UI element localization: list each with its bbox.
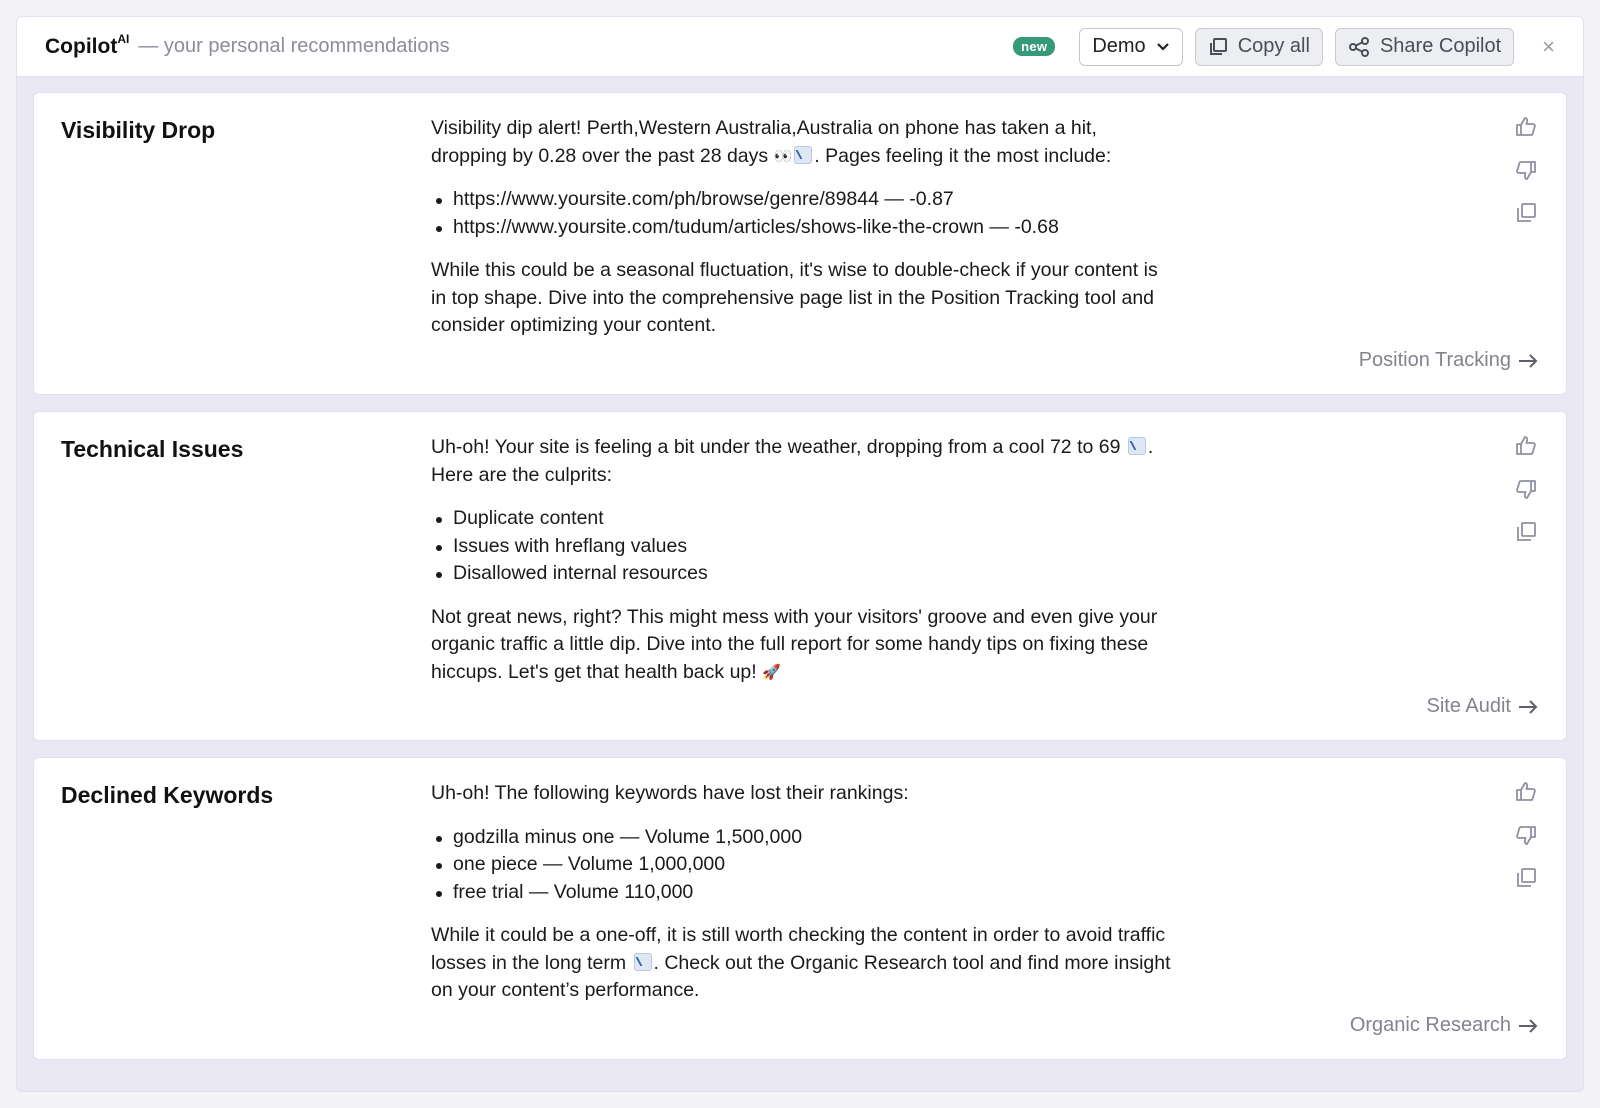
outro-text: While it could be a one-off, it is still worth checking the content in order to avoid traffic losses in the long term [431,924,1166,974]
arrow-right-icon [1518,1018,1538,1034]
list-item: godzilla minus one — Volume 1,500,000 [431,824,1171,852]
chart-decreasing-icon [634,953,652,971]
link-label: Organic Research [1349,1014,1511,1036]
intro-text: Uh-oh! Your site is feeling a bit under the weather, dropping from a cool 72 to 69 [431,436,1126,458]
thumbs-up-icon[interactable] [1514,434,1538,458]
copy-icon[interactable] [1514,866,1538,890]
list-item: free trial — Volume 110,000 [431,879,1171,907]
position-tracking-link[interactable] [1359,349,1538,372]
copilot-brand [45,34,129,59]
chart-decreasing-icon [794,146,812,164]
card-list [431,824,1171,907]
close-icon[interactable]: × [1542,33,1555,59]
card-actions [1514,434,1538,563]
card-intro [431,115,1171,170]
thumbs-up-icon[interactable] [1514,115,1538,139]
chevron-down-icon [1156,42,1170,52]
card-actions [1514,115,1538,244]
thumbs-down-icon[interactable] [1514,823,1538,847]
demo-select[interactable] [1079,28,1182,66]
card-body [431,115,1171,340]
new-badge: new [1013,37,1055,56]
card-outro [431,922,1171,1005]
list-item: https://www.yoursite.com/tudum/articles/shows-like-the-crown — -0.68 [431,214,1171,242]
copilot-header [17,17,1583,77]
card-title: Declined Keywords [61,782,274,808]
link-label: Position Tracking [1358,349,1511,371]
thumbs-down-icon[interactable] [1514,477,1538,501]
brand-name: Copilot [45,35,118,58]
card-visibility-drop [33,92,1567,395]
card-intro [431,434,1171,489]
copy-all-label: Copy all [1237,35,1310,57]
copy-all-button[interactable] [1195,28,1323,66]
organic-research-link[interactable] [1350,1014,1538,1037]
rocket-emoji: 🚀 [762,663,781,681]
demo-select-value: Demo [1092,35,1146,57]
list-item: Disallowed internal resources [431,560,1171,588]
card-intro: Uh-oh! The following keywords have lost their rankings: [431,782,909,804]
intro-text-end: . Here are the culprits: [431,436,1154,486]
list-item: https://www.yoursite.com/ph/browse/genre/89844 — -0.87 [431,186,1171,214]
thumbs-up-icon[interactable] [1514,780,1538,804]
card-list [431,186,1171,241]
brand-ai-superscript: AI [117,32,130,46]
card-body [431,780,1171,1005]
list-item: Duplicate content [431,505,1171,533]
thumbs-down-icon[interactable] [1514,158,1538,182]
card-body [431,434,1171,686]
list-item: Issues with hreflang values [431,533,1171,561]
tagline: — your personal recommendations [138,35,450,57]
share-copilot-label: Share Copilot [1379,35,1502,57]
card-outro [431,604,1171,687]
copilot-panel [16,16,1584,1092]
share-copilot-button[interactable] [1335,28,1514,66]
outro-text-end: . Check out the Organic Research tool and find more insight on your content’s performance. [431,951,1171,1001]
card-list [431,505,1171,588]
outro-text: Not great news, right? This might mess with your visitors' groove and even give your organic traffic a little dip. Dive into the full report for some handy tips on fixing these hiccups. Let's get that health back up! [431,605,1158,683]
card-title: Technical Issues [61,436,244,462]
chart-decreasing-icon [1128,437,1146,455]
list-item: one piece — Volume 1,000,000 [431,851,1171,879]
card-technical-issues [33,411,1567,741]
card-outro: While this could be a seasonal fluctuation, it's wise to double-check if your content is in top shape. Dive into the comprehensive page list in the Position Tracking tool and consider optimizing your content. [431,259,1158,336]
copy-icon[interactable] [1514,201,1538,225]
eyes-emoji: 👀 [773,147,793,165]
arrow-right-icon [1518,699,1538,715]
intro-text: Visibility dip alert! Perth,Western Australia,Australia on phone has taken a hit, dropping by 0.28 over the past 28 days [431,117,1097,167]
link-label: Site Audit [1426,695,1511,717]
copy-icon[interactable] [1514,520,1538,544]
card-actions [1514,780,1538,909]
site-audit-link[interactable] [1426,695,1538,718]
card-declined-keywords [33,757,1567,1060]
intro-text-end: . Pages feeling it the most include: [814,144,1112,167]
copy-icon [1208,37,1228,57]
arrow-right-icon [1518,353,1538,369]
share-icon [1348,37,1370,57]
card-title: Visibility Drop [61,117,216,143]
